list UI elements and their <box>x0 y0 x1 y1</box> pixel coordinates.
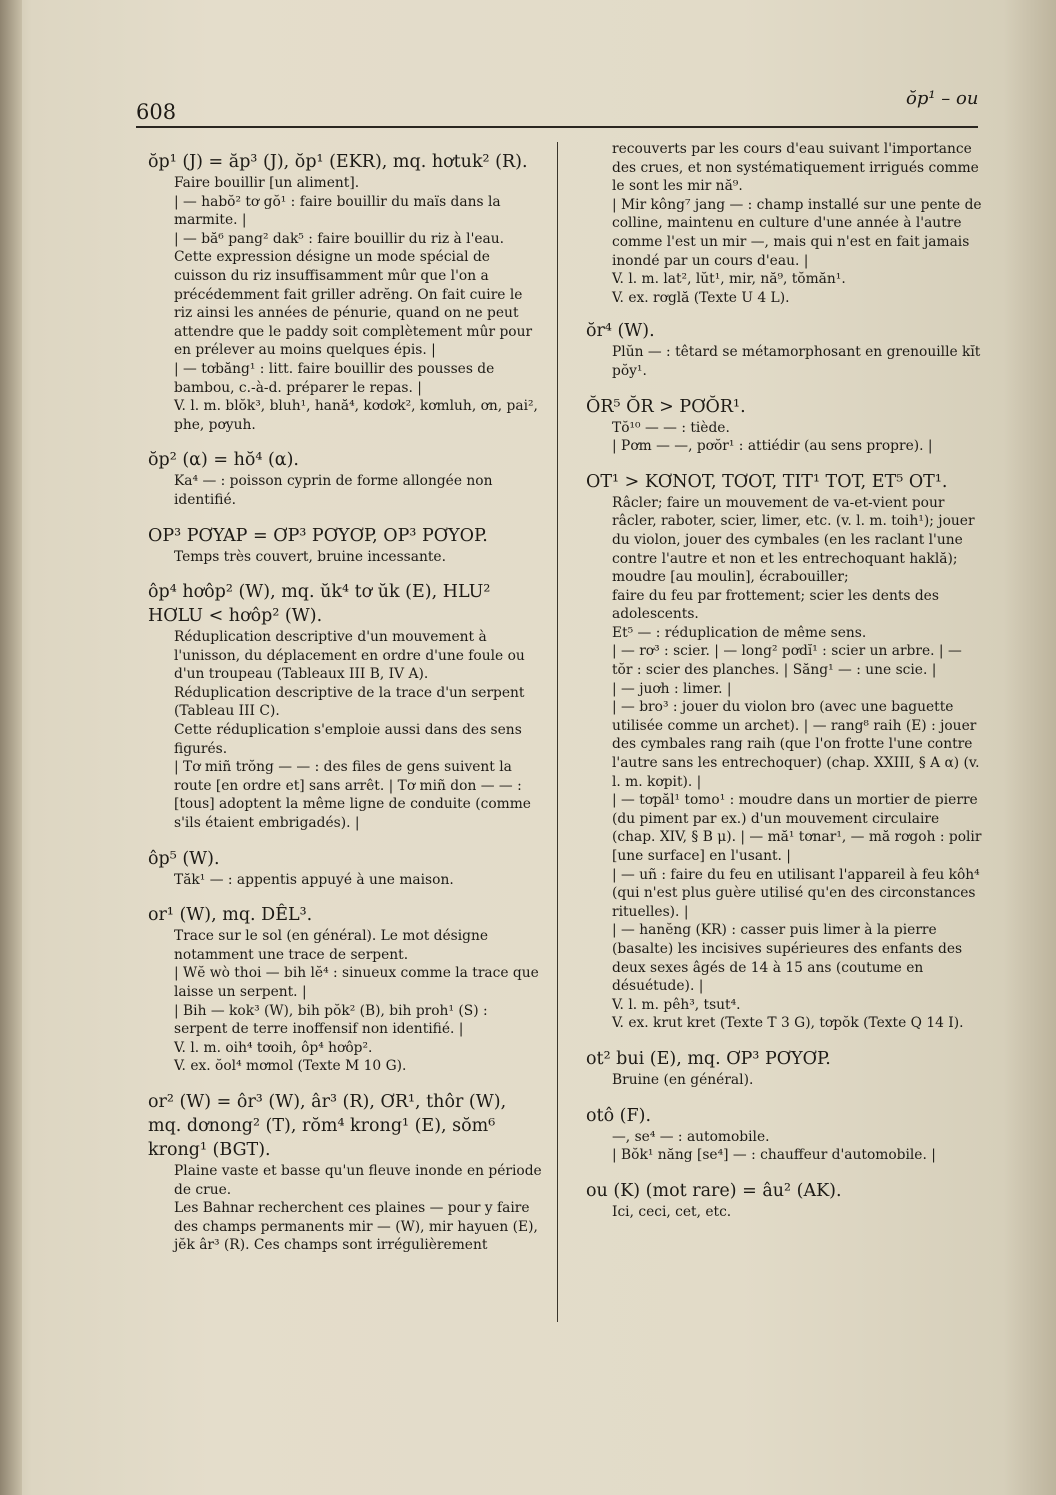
entry-headword: ôp⁴ hơôp² (W), mq. ŭk⁴ tơ ŭk (E), HLU² HƠLU < hơôp² (W). <box>148 582 491 627</box>
entry <box>142 903 544 1076</box>
definition-line: Réduplication descriptive de la trace d'un serpent (Tableau III C). <box>174 684 525 720</box>
entry-headword: OP³ PƠYAP = ƠP³ PƠYƠP, OP³ PƠYOP. <box>148 525 488 546</box>
entry-headword: ŏp¹ (J) = ăp³ (J), ŏp¹ (EKR), mq. hơtuk² (R). <box>148 152 528 172</box>
entry <box>142 150 544 434</box>
definition-line: V. ex. rơglă (Texte U 4 L). <box>612 289 790 306</box>
definition-line: | — rơ³ : scier. | — long² pơdĭ¹ : scier un arbre. | — tŏr : scier des planches. | Săng¹ — : une scie. | <box>612 643 962 679</box>
definition-line: | Pơm — —, pơŏr¹ : attiédir (au sens propre). | <box>612 438 933 455</box>
entry-body <box>580 1128 984 1165</box>
definition-line: Faire bouillir [un aliment]. <box>174 175 360 191</box>
definition-line: | — bă⁶ pang² dak⁵ : faire bouillir du riz à l'eau. Cette expression désigne un mode spécial de cuisson du riz insuffisamment mûr que l'on a précédemment fait griller adrĕng. On fait cuire le riz ainsi les années de pénurie, quand on ne peut attendre que le paddy soit complètement mûr pour en prélever au moins quelques épis. | <box>174 230 533 359</box>
definition-line: | — tơpăl¹ tomo¹ : moudre dans un mortier de pierre (du piment par ex.) d'un mouvement circulaire (chap. XIV, § B μ). | — mă¹ tơnar¹, — mă rơgoh : polir [une surface] en l'usant. | <box>612 792 982 864</box>
column-divider <box>557 142 558 1322</box>
definition-line: —, se⁴ — : automobile. <box>612 1128 770 1145</box>
definition-line: moudre [au moulin], écrabouiller; <box>612 569 849 586</box>
left-column <box>142 150 544 1269</box>
entry <box>580 470 984 1033</box>
entry-body <box>580 1203 984 1222</box>
entry <box>580 1179 984 1222</box>
definition-line: Ka⁴ — : poisson cyprin de forme allongée non identifié. <box>174 473 493 508</box>
entry <box>580 395 984 456</box>
definition-line: recouverts par les cours d'eau suivant l'importance des crues, et non systématiquement irrigués comme le sont les mir nă⁹. <box>612 141 979 195</box>
definition-line: | Bih — kok³ (W), bih pŏk² (B), bih proh¹ (S) : serpent de terre inoffensif non identifié. | <box>174 1002 488 1038</box>
definition-line: | Bŏk¹ năng [se⁴] — : chauffeur d'automobile. | <box>612 1147 936 1164</box>
entry-headword: OT¹ > KƠNOT, TƠOT, TIT¹ TOT, ET⁵ OT¹. <box>586 471 948 492</box>
definition-line: Râcler; faire un mouvement de va-et-vient pour râcler, raboter, scier, limer, etc. (v. l. m. toih¹); jouer du violon, jouer des cymbales (en les raclant l'une contre l'autre et non et les entrechoquant haklă); <box>612 494 975 567</box>
entry <box>142 448 544 509</box>
definition-line: | Wĕ wò thoi — bih lĕ⁴ : sinueux comme la trace que laisse un serpent. | <box>174 965 539 1000</box>
definition-line: Réduplication descriptive d'un mouvement à l'unisson, du déplacement en ordre d'une foule ou d'un troupeau (Tableaux III B, IV A). <box>174 629 525 683</box>
entry-headword: ŎR⁵ ŎR > PƠŎR¹. <box>586 396 746 417</box>
definition-line: | — tơbăng¹ : litt. faire bouillir des pousses de bambou, c.-à-d. préparer le repas. | <box>174 360 495 396</box>
entry-headword: or² (W) = ôr³ (W), âr³ (R), ƠR¹, thôr (W), mq. dơnong² (T), rŏm⁴ krong¹ (E), sŏm⁶ krong¹ (BGT). <box>148 1091 507 1160</box>
entry-headword: ŏr⁴ (W). <box>586 321 655 342</box>
entry <box>142 847 544 890</box>
definition-line: | — habŏ² tơ gŏ¹ : faire bouillir du maïs dans la marmite. | <box>174 193 501 229</box>
entry-body <box>580 1071 984 1090</box>
running-head: ŏp¹ – ou <box>906 88 979 109</box>
entry-body <box>142 472 544 509</box>
definition-line: V. l. m. blŏk³, bluh¹, hană⁴, kơdơk², kơmluh, ơn, pai², phe, pơyuh. <box>174 398 538 433</box>
entry-body <box>580 494 984 1033</box>
definition-line: V. l. m. oih⁴ tơoih, ôp⁴ hơôp². <box>174 1039 373 1056</box>
entry-body <box>142 174 544 434</box>
definition-line: Les Bahnar recherchent ces plaines — pour y faire des champs permanents mir — (W), mir hayuen (E), jĕk âr³ (R). Ces champs sont irrégulièrement <box>174 1200 538 1254</box>
entry-body <box>142 927 544 1076</box>
definition-line: | — bro³ : jouer du violon bro (avec une baguette utilisée comme un archet). | — rang⁸ raih (E) : jouer des cymbales rang raih (que l'on frotte l'une contre l'autre sans les entrechoquer) (chap. XXIII, § A α) (v. l. m. kơpit). | <box>612 699 980 790</box>
entry-body <box>580 419 984 456</box>
definition-line: V. ex. ŏol⁴ mơmol (Texte M 10 G). <box>174 1058 407 1075</box>
definition-line: V. l. m. lat², lŭt¹, mir, nă⁹, tŏmăn¹. <box>612 271 846 288</box>
entry-headword: or¹ (W), mq. DÊL³. <box>148 905 313 926</box>
page-number: 608 <box>136 100 177 124</box>
entry-body <box>142 548 544 567</box>
definition-line: | — hanĕng (KR) : casser puis limer à la pierre (basalte) les incisives supérieures des enfants des deux sexes âgés de 14 à 15 ans (coutume en désuétude). | <box>612 922 963 995</box>
entry <box>142 1090 544 1255</box>
definition-line: | Tơ miñ trŏng — — : des files de gens suivent la route [en ordre et] sans arrêt. | Tơ miñ don — — : [tous] adoptent la même ligne de conduite (comme s'ils étaient embrigadés). | <box>174 759 531 832</box>
definition-line: Bruine (en général). <box>612 1071 754 1088</box>
entry <box>580 1047 984 1090</box>
definition-line: faire du feu par frottement; scier les dents des adolescents. <box>612 587 939 623</box>
entry-continuation <box>580 140 984 307</box>
definition-line: | Mir kông⁷ jang — : champ installé sur une pente de colline, maintenu en culture d'une année à l'autre comme l'est un mir —, mais qui n'est en fait jamais inondé par un cours d'eau. | <box>612 196 982 269</box>
definition-line: Tăk¹ — : appentis appuyé à une maison. <box>174 871 454 888</box>
entry-headword: otô (F). <box>586 1105 652 1126</box>
entry-body <box>142 871 544 890</box>
definition-line: | — juơh : limer. | <box>612 680 732 697</box>
entry <box>580 1104 984 1165</box>
header-rule <box>136 126 978 128</box>
definition-line: Temps très couvert, bruine incessante. <box>174 548 446 565</box>
entry-body <box>580 343 984 380</box>
definition-line: Plaine vaste et basse qu'un fleuve inonde en période de crue. <box>174 1162 542 1198</box>
definition-line: Trace sur le sol (en général). Le mot désigne notamment une trace de serpent. <box>174 928 489 963</box>
definition-line: V. ex. krut kret (Texte T 3 G), tơpŏk (Texte Q 14 I). <box>612 1015 964 1032</box>
entry-headword: ŏp² (α) = hŏ⁴ (α). <box>148 450 299 471</box>
definition-line: Tŏ¹⁰ — — : tiède. <box>612 419 730 436</box>
entry <box>142 524 544 567</box>
definition-line: | — uñ : faire du feu en utilisant l'appareil à feu kôh⁴ (qui n'est plus guère utilisé qu'en des circonstances rituelles). | <box>612 866 980 920</box>
entry <box>142 580 544 833</box>
definition-line: Ici, ceci, cet, etc. <box>612 1203 732 1220</box>
page-edge <box>0 0 22 1495</box>
entry-body <box>142 628 544 833</box>
entry <box>580 319 984 380</box>
entry-body <box>142 1162 544 1255</box>
entry-headword: ôp⁵ (W). <box>148 848 220 869</box>
definition-line: V. l. m. pêh³, tsut⁴. <box>612 996 741 1013</box>
definition-line: Cette réduplication s'emploie aussi dans des sens figurés. <box>174 722 522 757</box>
definition-line: Plŭn — : têtard se métamorphosant en grenouille kĭt pŏy¹. <box>612 344 981 379</box>
entry-headword: ou (K) (mot rare) = âu² (AK). <box>586 1180 842 1201</box>
right-column <box>580 140 984 1235</box>
definition-line: Et⁵ — : réduplication de même sens. <box>612 624 867 641</box>
entry-headword: ot² bui (E), mq. ƠP³ PƠYƠP. <box>586 1048 831 1069</box>
